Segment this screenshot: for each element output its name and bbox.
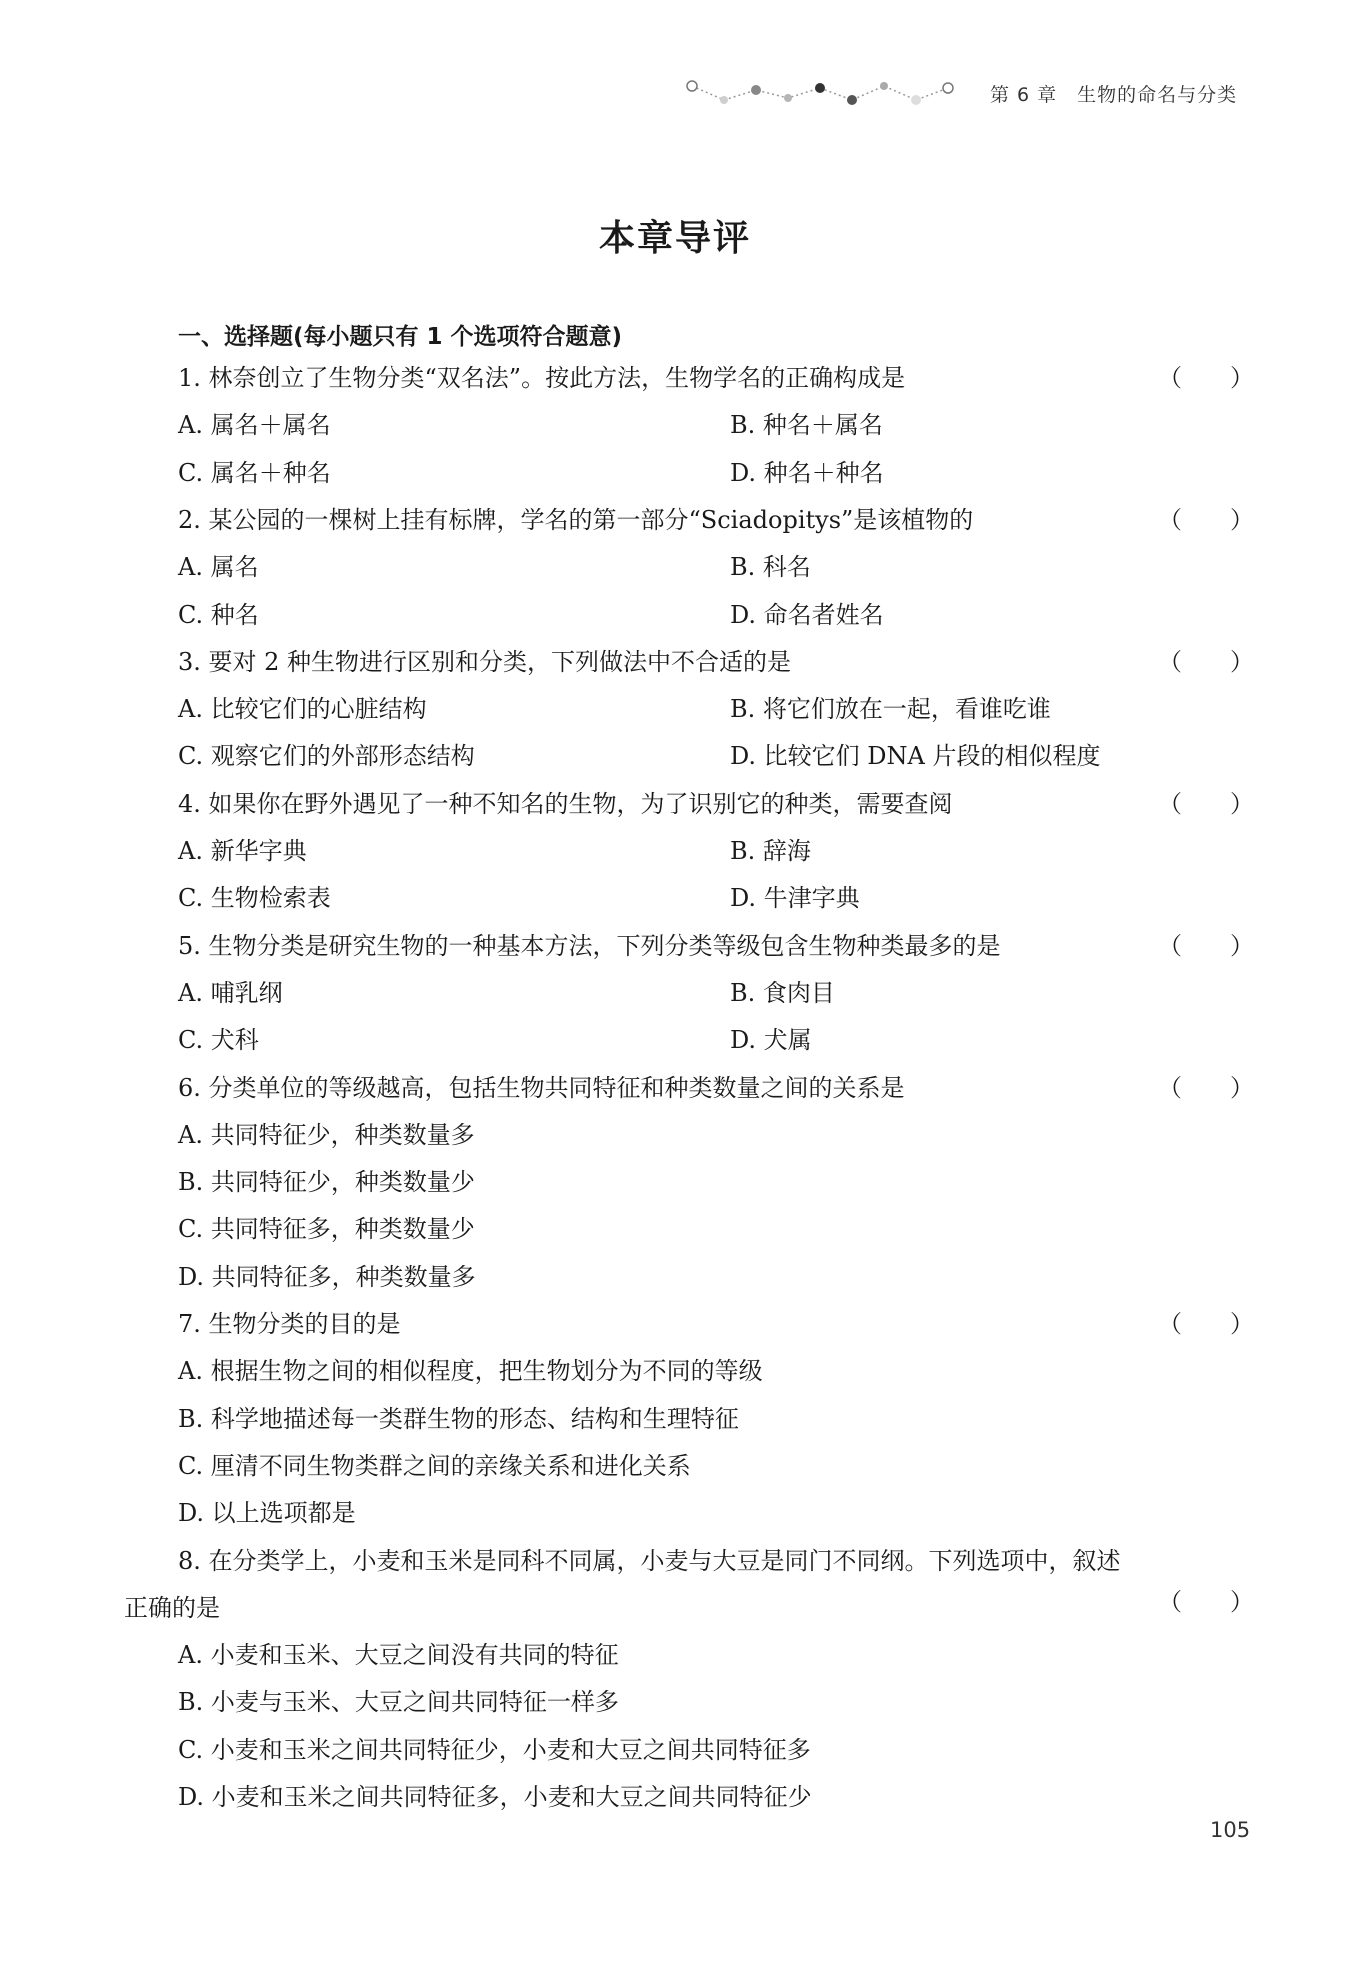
question-stem-continued: 正确的是 bbox=[124, 1593, 220, 1622]
question-stem: 3. 要对 2 种生物进行区别和分类，下列做法中不合适的是 bbox=[178, 647, 792, 676]
dotted-ornament-icon bbox=[684, 76, 984, 116]
option: D. 小麦和玉米之间共同特征多，小麦和大豆之间共同特征少 bbox=[178, 1783, 812, 1811]
chapter-header bbox=[684, 76, 1244, 116]
option: A. 根据生物之间的相似程度，把生物划分为不同的等级 bbox=[178, 1357, 763, 1386]
chapter-title: 第 6 章 生物的命名与分类 bbox=[990, 84, 1238, 106]
option: B. 科名 bbox=[730, 553, 811, 582]
option: C. 种名 bbox=[178, 600, 259, 629]
option: D. 以上选项都是 bbox=[178, 1499, 356, 1528]
option: D. 犬属 bbox=[730, 1026, 812, 1055]
option: A. 共同特征少，种类数量多 bbox=[178, 1120, 475, 1149]
option: A. 属名 bbox=[178, 553, 259, 582]
option: A. 属名＋属名 bbox=[178, 411, 331, 440]
answer-bracket: （ ） bbox=[1158, 1587, 1254, 1616]
option: C. 犬科 bbox=[178, 1026, 259, 1055]
option: A. 小麦和玉米、大豆之间没有共同的特征 bbox=[178, 1641, 619, 1670]
answer-bracket: （ ） bbox=[1158, 647, 1254, 676]
option: D. 种名＋种名 bbox=[730, 458, 884, 487]
option: C. 观察它们的外部形态结构 bbox=[178, 742, 475, 771]
option: C. 厘清不同生物类群之间的亲缘关系和进化关系 bbox=[178, 1451, 691, 1480]
answer-bracket: （ ） bbox=[1158, 1310, 1254, 1338]
option: B. 辞海 bbox=[730, 837, 811, 865]
question-stem: 6. 分类单位的等级越高，包括生物共同特征和种类数量之间的关系是 bbox=[178, 1073, 905, 1102]
option: D. 牛津字典 bbox=[730, 884, 860, 913]
option: A. 比较它们的心脏结构 bbox=[178, 695, 427, 724]
answer-bracket: （ ） bbox=[1158, 364, 1254, 392]
option: B. 小麦与玉米、大豆之间共同特征一样多 bbox=[178, 1688, 619, 1717]
question-stem: 8. 在分类学上，小麦和玉米是同科不同属，小麦与大豆是同门不同纲。下列选项中，叙述 bbox=[178, 1546, 1121, 1575]
option: D. 命名者姓名 bbox=[730, 600, 884, 629]
option: D. 比较它们 DNA 片段的相似程度 bbox=[730, 742, 1101, 771]
option: A. 新华字典 bbox=[178, 837, 307, 865]
answer-bracket: （ ） bbox=[1158, 789, 1254, 818]
option: B. 将它们放在一起，看谁吃谁 bbox=[730, 695, 1051, 724]
answer-bracket: （ ） bbox=[1158, 931, 1254, 960]
question-stem: 1. 林奈创立了生物分类“双名法”。按此方法，生物学名的正确构成是 bbox=[178, 364, 906, 392]
option: C. 共同特征多，种类数量少 bbox=[178, 1215, 475, 1244]
question-stem: 7. 生物分类的目的是 bbox=[178, 1310, 401, 1338]
page-title: 本章导评 bbox=[598, 217, 751, 259]
option: C. 生物检索表 bbox=[178, 884, 331, 913]
option: B. 食肉目 bbox=[730, 978, 835, 1007]
page-number: 105 bbox=[1210, 1818, 1251, 1842]
option: C. 属名＋种名 bbox=[178, 458, 331, 487]
option: A. 哺乳纲 bbox=[178, 978, 283, 1007]
option: D. 共同特征多，种类数量多 bbox=[178, 1262, 476, 1291]
option: B. 共同特征少，种类数量少 bbox=[178, 1168, 475, 1197]
question-stem: 4. 如果你在野外遇见了一种不知名的生物，为了识别它的种类，需要查阅 bbox=[178, 789, 953, 818]
section-heading: 一、选择题(每小题只有 1 个选项符合题意) bbox=[178, 324, 623, 350]
option: B. 科学地描述每一类群生物的形态、结构和生理特征 bbox=[178, 1404, 739, 1433]
answer-bracket: （ ） bbox=[1158, 505, 1254, 534]
option: C. 小麦和玉米之间共同特征少，小麦和大豆之间共同特征多 bbox=[178, 1735, 811, 1764]
question-stem: 2. 某公园的一棵树上挂有标牌，学名的第一部分“Sciadopitys”是该植物的 bbox=[178, 505, 974, 534]
question-stem: 5. 生物分类是研究生物的一种基本方法，下列分类等级包含生物种类最多的是 bbox=[178, 931, 1001, 960]
answer-bracket: （ ） bbox=[1158, 1073, 1254, 1102]
option: B. 种名＋属名 bbox=[730, 411, 883, 440]
